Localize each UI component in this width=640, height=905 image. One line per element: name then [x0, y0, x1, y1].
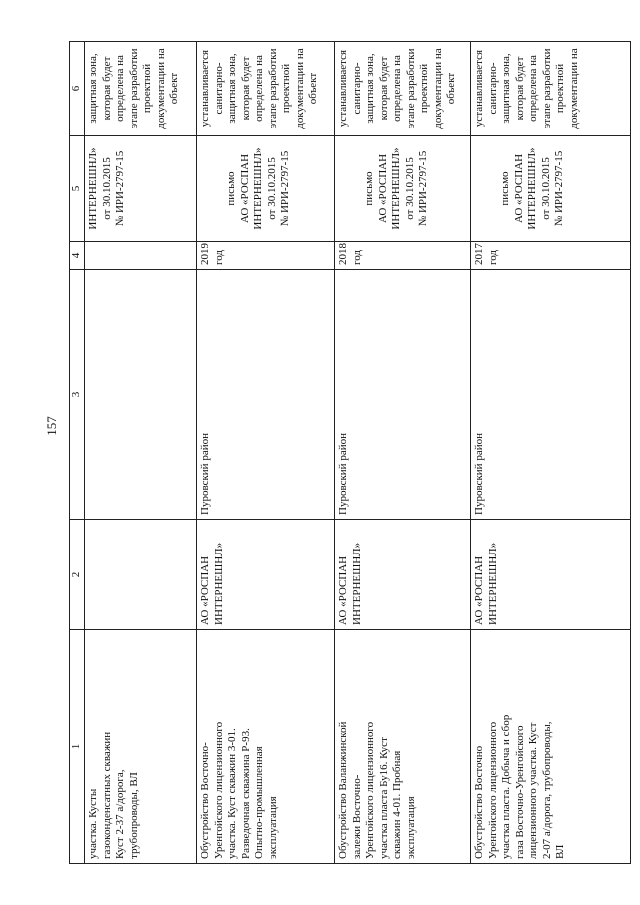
header-cell-6: 6 [70, 42, 85, 136]
district: Пуровский район [337, 433, 349, 515]
header-cell-1: 1 [70, 630, 85, 864]
rotated-table-container [69, 42, 629, 864]
organization: АО «РОСПАН ИНТЕРНЕШНЛ» [199, 542, 225, 625]
protection-zone: защитная зона, которая будет определена на этапе разработки проектной документации на объект [87, 48, 180, 129]
letter-reference: письмо АО «РОСПАН ИНТЕРНЕШНЛ» от 30.10.2015 № ИРИ-2797-15 [499, 147, 565, 230]
protection-zone-cell [335, 42, 471, 136]
letter-cell [85, 136, 197, 242]
letter-reference: письмо АО «РОСПАН ИНТЕРНЕШНЛ» от 30.10.2015 № ИРИ-2797-15 [363, 147, 429, 230]
object-name: Обустройство Валанжинской залежи Восточно- Уренгойского лицензионного участка пласта Бу16. Куст скважин 4-01. Пробная эксплуатация [337, 721, 417, 859]
district-cell [471, 270, 631, 520]
letter-cell [471, 136, 631, 242]
year-cell [335, 242, 471, 270]
year-cell [197, 242, 335, 270]
object-name: Обустройство Восточно- Уренгойского лицензионного участка. Куст скважин 3-01. Разведочная скважина Р-93. Опытно-промышленная эксплуатация [199, 721, 279, 859]
protection-zone: устанавливается санитарно- защитная зона, которая будет определена на этапе разработки проектной документации на объект [337, 48, 457, 129]
protection-zone-cell [197, 42, 335, 136]
protection-zone-cell [85, 42, 197, 136]
header-cell-3: 3 [70, 270, 85, 520]
district: Пуровский район [473, 433, 485, 515]
page-number: 157 [44, 416, 59, 436]
object-name-cell [197, 630, 335, 864]
letter-cell [335, 136, 471, 242]
organization-cell [197, 520, 335, 630]
organization: АО «РОСПАН ИНТЕРНЕШНЛ» [473, 542, 499, 625]
protection-zone: устанавливается санитарно- защитная зона, которая будет определена на этапе разработки проектной документации на [473, 48, 580, 129]
object-name-cell [335, 630, 471, 864]
year: 2017 год [473, 243, 499, 265]
district-cell [335, 270, 471, 520]
district-cell [197, 270, 335, 520]
table-row [197, 42, 335, 864]
header-row [70, 42, 85, 864]
organization-cell [335, 520, 471, 630]
object-name-cell [85, 630, 197, 864]
header-cell-5: 5 [70, 136, 85, 242]
letter-reference: письмо АО «РОСПАН ИНТЕРНЕШНЛ» от 30.10.2015 № ИРИ-2797-15 [225, 147, 291, 230]
object-name-cell [471, 630, 631, 864]
header-cell-2: 2 [70, 520, 85, 630]
table-row [85, 42, 197, 864]
organization: АО «РОСПАН ИНТЕРНЕШНЛ» [337, 542, 363, 625]
organization-cell [471, 520, 631, 630]
object-name: Обустройство Восточно Уренгойского лицензионного участка пласта. Добыча и сбор газа Восточно-Уренгойского лицензионного участка. Куст 2-07 а/дорога, трубопроводы, ВЛ [473, 714, 566, 859]
year: 2019 год [199, 243, 225, 265]
year-cell [85, 242, 197, 270]
organization-cell [85, 520, 197, 630]
object-name: участка. Кусты газоконденсатных скважин Куст 2-37 а/дорога, трубопроводы, ВЛ [87, 731, 140, 859]
data-table [69, 41, 631, 864]
header-cell-4: 4 [70, 242, 85, 270]
letter-reference: ИНТЕРНЕШНЛ» от 30.10.2015 № ИРИ-2797-15 [87, 147, 126, 230]
table-row [335, 42, 471, 864]
district: Пуровский район [199, 433, 211, 515]
table-row [471, 42, 631, 864]
protection-zone-cell [471, 42, 631, 136]
letter-cell [197, 136, 335, 242]
protection-zone: устанавливается санитарно- защитная зона, которая будет определена на этапе разработки проектной документации на объект [199, 48, 319, 129]
year-cell [471, 242, 631, 270]
year: 2018 год [337, 243, 363, 265]
district-cell [85, 270, 197, 520]
